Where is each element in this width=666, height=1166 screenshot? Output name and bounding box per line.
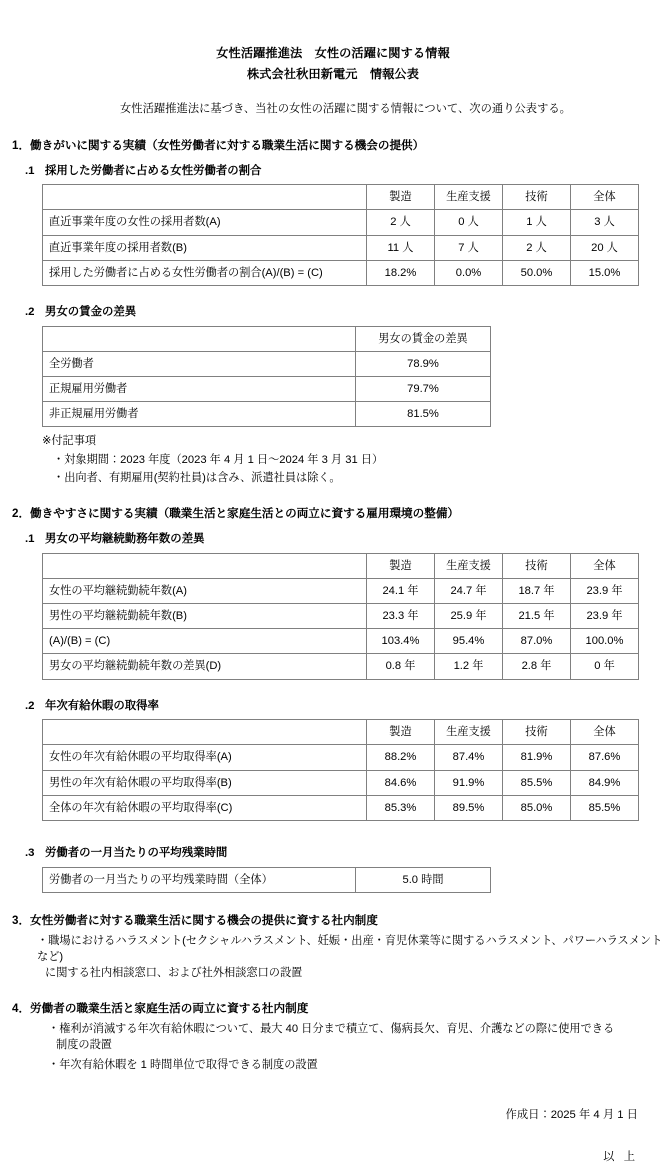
- section-2-2-heading: [0, 698, 666, 715]
- row-value: 20 人: [571, 235, 639, 260]
- row-value: 24.1 年: [367, 578, 435, 603]
- table-wage-gap: [42, 326, 491, 428]
- row-label: 非正規雇用労働者: [43, 402, 356, 427]
- table-row: [43, 402, 491, 427]
- table-header-cell-blank: [43, 553, 367, 578]
- row-label: 直近事業年度の女性の採用者数(A): [43, 210, 367, 235]
- row-value: 87.6%: [571, 745, 639, 770]
- table-header-cell-manufacturing: 製造: [367, 185, 435, 210]
- row-value: 0 人: [435, 210, 503, 235]
- document-title: [0, 45, 666, 83]
- section-2-3-heading: [0, 845, 666, 862]
- table-row: [43, 210, 639, 235]
- section-4-bullet1-line1: ・権利が消滅する年次有給休暇について、最大 40 日分まで積立て、傷病長欠、育児、介護などの際に使用できる: [48, 1023, 615, 1036]
- table-row: [43, 867, 491, 892]
- row-label: 採用した労働者に占める女性労働者の割合(A)/(B) = (C): [43, 260, 367, 285]
- table-row: [43, 795, 639, 820]
- row-label: 直近事業年度の採用者数(B): [43, 235, 367, 260]
- table-header-cell-blank: [43, 326, 356, 351]
- section-1-1-number: .1: [25, 164, 35, 177]
- row-value: 87.4%: [435, 745, 503, 770]
- row-label: 全体の年次有給休暇の平均取得率(C): [43, 795, 367, 820]
- row-value: 85.0%: [503, 795, 571, 820]
- note-item: ・出向者、有期雇用(契約社員)は含み、派遣社員は除く。: [53, 471, 341, 484]
- table-row: [43, 629, 639, 654]
- table-header-cell-blank: [43, 720, 367, 745]
- table-row: [43, 654, 639, 679]
- section-3-bullet-line2: に関する社内相談窓口、および社外相談窓口の設置: [45, 967, 303, 980]
- row-value: 85.5%: [571, 795, 639, 820]
- section-1-2-title: 男女の賃金の差異: [45, 306, 137, 319]
- row-label: 男性の年次有給休暇の平均取得率(B): [43, 770, 367, 795]
- row-value: 81.9%: [503, 745, 571, 770]
- table-row: [43, 351, 491, 376]
- row-value: 5.0 時間: [356, 867, 491, 892]
- table-average-overtime: [42, 867, 491, 893]
- section-2-3-title: 労働者の一月当たりの平均残業時間: [45, 847, 228, 860]
- section-1-2-heading: [0, 304, 666, 321]
- row-label: 労働者の一月当たりの平均残業時間（全体）: [43, 867, 356, 892]
- section-2-heading: 2．働きやすさに関する実績（職業生活と家庭生活との両立に資する雇用環境の整備）: [12, 507, 460, 521]
- row-value: 89.5%: [435, 795, 503, 820]
- table-header-cell-manufacturing: 製造: [367, 553, 435, 578]
- document-page: [0, 45, 666, 1164]
- table-header-cell-engineering: 技術: [503, 720, 571, 745]
- table-header-row: [43, 553, 639, 578]
- row-value: 3 人: [571, 210, 639, 235]
- row-value: 1 人: [503, 210, 571, 235]
- section-3-heading: 3．女性労働者に対する職業生活に関する機会の提供に資する社内制度: [12, 913, 378, 927]
- row-value: 84.9%: [571, 770, 639, 795]
- row-label: 女性の年次有給休暇の平均取得率(A): [43, 745, 367, 770]
- document-title-line2: 株式会社秋田新電元 情報公表: [246, 66, 420, 81]
- table-header-row: [43, 185, 639, 210]
- row-value: 1.2 年: [435, 654, 503, 679]
- row-value: 103.4%: [367, 629, 435, 654]
- row-label: 正規雇用労働者: [43, 377, 356, 402]
- section-1-heading: 1．働きがいに関する実績（女性労働者に対する職業生活に関する機会の提供）: [12, 138, 425, 152]
- table-recruitment-ratio: [42, 184, 639, 286]
- table-average-tenure: [42, 553, 639, 680]
- table-header-cell-engineering: 技術: [503, 553, 571, 578]
- row-value: 23.3 年: [367, 603, 435, 628]
- row-value: 18.2%: [367, 260, 435, 285]
- spacer: [0, 286, 666, 296]
- table-row: [43, 260, 639, 285]
- section-4-heading: 4．労働者の職業生活と家庭生活の両立に資する社内制度: [12, 1002, 309, 1016]
- section-2-2-number: .2: [25, 699, 35, 712]
- row-value: 50.0%: [503, 260, 571, 285]
- spacer: [0, 680, 666, 690]
- row-value: 25.9 年: [435, 603, 503, 628]
- row-label: 女性の平均継続勤続年数(A): [43, 578, 367, 603]
- row-value: 91.9%: [435, 770, 503, 795]
- row-value: 21.5 年: [503, 603, 571, 628]
- notes-heading: ※付記事項: [42, 435, 97, 448]
- row-label: 男性の平均継続勤続年数(B): [43, 603, 367, 628]
- table-row: [43, 770, 639, 795]
- table-header-row: [43, 720, 639, 745]
- row-value: 15.0%: [571, 260, 639, 285]
- section-2-2-title: 年次有給休暇の取得率: [45, 699, 159, 712]
- table-header-row: [43, 326, 491, 351]
- table-header-cell-production-support: 生産支援: [435, 185, 503, 210]
- row-label: 男女の平均継続勤続年数の差異(D): [43, 654, 367, 679]
- table-row: [43, 377, 491, 402]
- row-value: 100.0%: [571, 629, 639, 654]
- table-header-cell-production-support: 生産支援: [435, 553, 503, 578]
- table-header-cell-total: 全体: [571, 720, 639, 745]
- section-2-1-title: 男女の平均継続勤務年数の差異: [45, 532, 205, 545]
- table-header-cell-total: 全体: [571, 185, 639, 210]
- row-value: 2 人: [503, 235, 571, 260]
- document-lead-paragraph: 女性活躍推進法に基づき、当社の女性の活躍に関する情報について、次の通り公表する。: [120, 103, 571, 116]
- document-title-line1: 女性活躍推進法 女性の活躍に関する情報: [216, 46, 450, 60]
- table-header-cell-engineering: 技術: [503, 185, 571, 210]
- section-1-2-number: .2: [25, 306, 35, 319]
- section-2-3-number: .3: [25, 847, 35, 860]
- table-row: [43, 603, 639, 628]
- section-1-1-title: 採用した労働者に占める女性労働者の割合: [45, 164, 262, 177]
- section-1-1-heading: [0, 163, 666, 180]
- spacer: [0, 821, 666, 837]
- row-value: 88.2%: [367, 745, 435, 770]
- row-value: 2 人: [367, 210, 435, 235]
- row-value: 85.3%: [367, 795, 435, 820]
- row-value: 0.0%: [435, 260, 503, 285]
- row-value: 78.9%: [356, 351, 491, 376]
- note-item: ・対象期間：2023 年度（2023 年 4 月 1 日～2024 年 3 月 31 日）: [53, 453, 384, 466]
- row-label: (A)/(B) = (C): [43, 629, 367, 654]
- row-value: 81.5%: [356, 402, 491, 427]
- section-2-1-heading: [0, 531, 666, 548]
- end-mark: 以 上: [603, 1151, 638, 1164]
- row-value: 2.8 年: [503, 654, 571, 679]
- table-row: [43, 745, 639, 770]
- section-4-bullet2: ・年次有給休暇を 1 時間単位で取得できる制度の設置: [48, 1058, 318, 1071]
- row-label: 全労働者: [43, 351, 356, 376]
- row-value: 87.0%: [503, 629, 571, 654]
- row-value: 23.9 年: [571, 603, 639, 628]
- row-value: 11 人: [367, 235, 435, 260]
- table-paid-leave-rate: [42, 719, 639, 821]
- row-value: 24.7 年: [435, 578, 503, 603]
- row-value: 79.7%: [356, 377, 491, 402]
- row-value: 18.7 年: [503, 578, 571, 603]
- row-value: 84.6%: [367, 770, 435, 795]
- row-value: 95.4%: [435, 629, 503, 654]
- table-row: [43, 235, 639, 260]
- table-header-cell-blank: [43, 185, 367, 210]
- section-4-bullet1-line2: 制度の設置: [56, 1039, 112, 1052]
- table-header-cell-wage-gap: 男女の賃金の差異: [356, 326, 491, 351]
- row-value: 85.5%: [503, 770, 571, 795]
- table-row: [43, 578, 639, 603]
- table-header-cell-total: 全体: [571, 553, 639, 578]
- section-2-1-number: .1: [25, 532, 35, 545]
- row-value: 0.8 年: [367, 654, 435, 679]
- section-3-bullet-line1: ・職場におけるハラスメント(セクシャルハラスメント、妊娠・出産・育児休業等に関するハラスメント、パワーハラスメントなど): [37, 934, 663, 963]
- creation-date: 作成日：2025 年 4 月 1 日: [505, 1108, 638, 1121]
- table-header-cell-manufacturing: 製造: [367, 720, 435, 745]
- table-header-cell-production-support: 生産支援: [435, 720, 503, 745]
- row-value: 23.9 年: [571, 578, 639, 603]
- row-value: 7 人: [435, 235, 503, 260]
- row-value: 0 年: [571, 654, 639, 679]
